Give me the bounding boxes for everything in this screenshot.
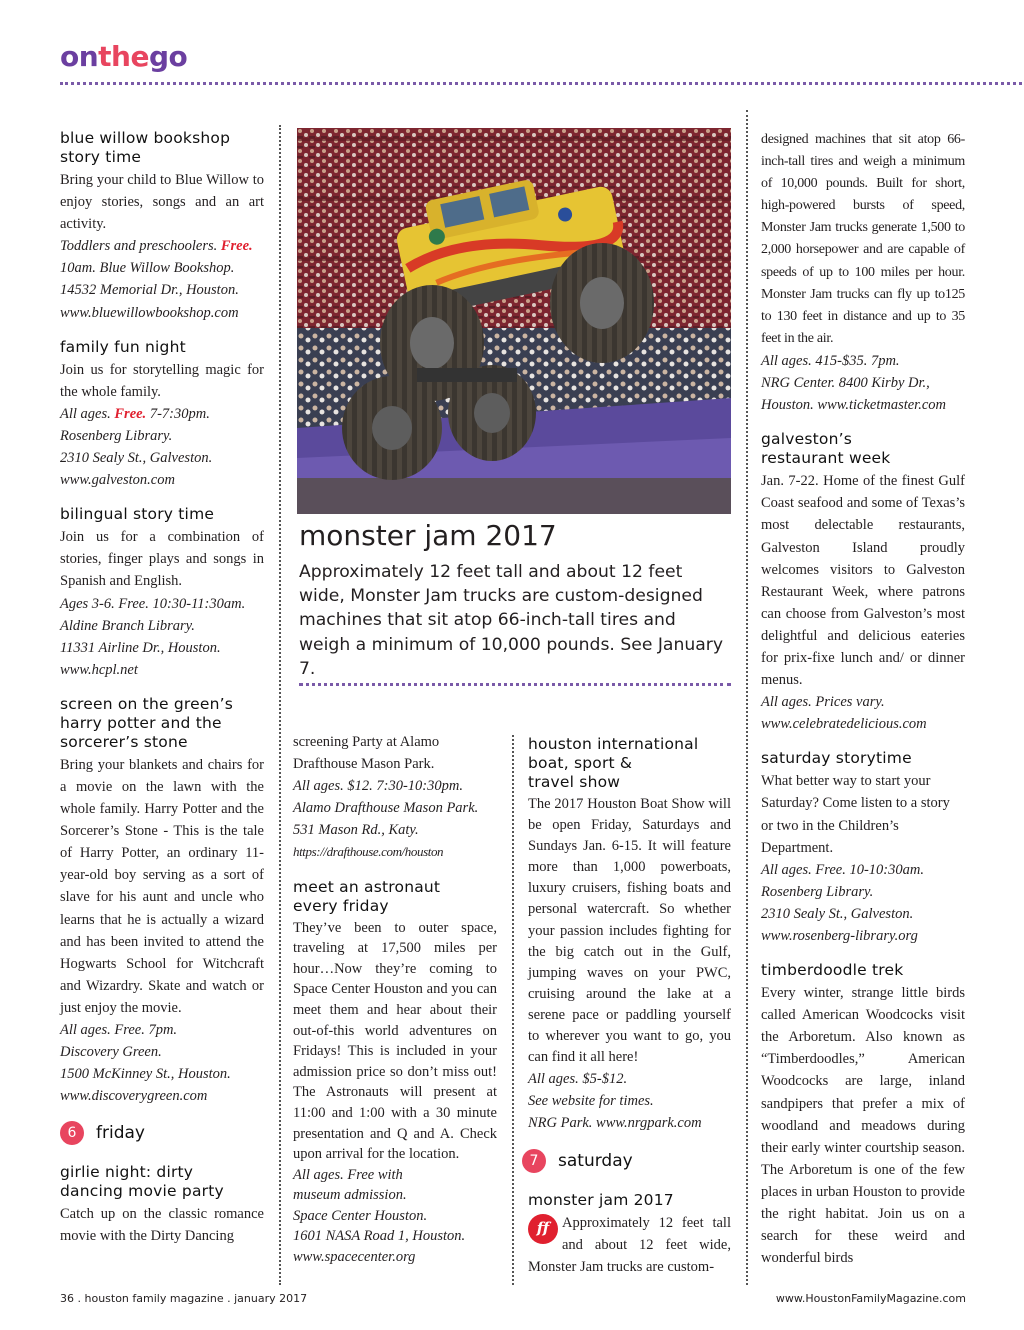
event-monster-jam-continued: designed machines that sit atop 66-inch-tall tires and weigh a minimum of 10,000 pounds. Built for short, high-powered bursts of speed, Monster Jam trucks generate 1,500 to 2,000 horsepower and are capable of speeds of up to 100 miles per hour. Monster Jam trucks can fly up to125 to 130 feet in distance and up to 35 feet in the air. All ages. 415-$35. 7pm. NRG Center. 8400 Kirby Dr., Houston. www.ticketmaster.com bbox=[761, 129, 965, 416]
event-info: All ages. $5-$12. bbox=[528, 1071, 628, 1088]
column-divider-1 bbox=[279, 125, 281, 1285]
event-link: www.bluewillowbookshop.com bbox=[60, 304, 239, 321]
event-girlie-night-continued: screening Party at Alamo Drafthouse Mason Park. All ages. $12. 7:30-10:30pm. Alamo Drafthouse Mason Park. 531 Mason Rd., Katy. https://drafthouse.com/houston bbox=[293, 731, 497, 864]
day-label: saturday bbox=[558, 1150, 633, 1171]
event-description: What better way to start your Saturday? Come listen to a story or two in the Children’s Department. bbox=[761, 773, 950, 856]
day-number-badge: 7 bbox=[522, 1149, 546, 1173]
page-footer-url: www.HoustonFamilyMagazine.com bbox=[775, 1292, 966, 1305]
event-saturday-storytime: saturday storytime What better way to start your Saturday? Come listen to a story or two in the Children’s Department. All ages. Free. 10-10:30am. Rosenberg Library. 2310 Sealy St., Galveston. www.rosenberg-library.org bbox=[761, 749, 965, 947]
column-divider-3 bbox=[746, 110, 748, 1285]
event-bilingual-story-time: bilingual story time Join us for a combination of stories, finger plays and songs in Spanish and English. Ages 3-6. Free. 10:30-11:30am. Aldine Branch Library. 11331 Airline Dr., Houston. www.hcpl.net bbox=[60, 505, 264, 681]
event-description: Jan. 7-22. Home of the finest Gulf Coast seafood and some of Texas’s most delectable restaurants, Galveston Island proudly welcomes visitors to Galveston Restaurant Week, where patrons can choose from Galveston’s most delightful and delicious eateries for prix-fixe lunch and/ or dinner menus. bbox=[761, 473, 965, 689]
event-monster-jam bbox=[528, 1191, 731, 1278]
feature-divider bbox=[299, 683, 731, 686]
event-title: blue willow bookshop story time bbox=[60, 129, 231, 166]
event-description: Catch up on the classic romance movie with the Dirty Dancing bbox=[60, 1206, 264, 1245]
event-title: saturday storytime bbox=[761, 749, 912, 768]
event-link: www.rosenberg-library.org bbox=[761, 928, 918, 944]
event-info: All ages. Free. 7pm. bbox=[60, 1022, 178, 1038]
event-info: All ages. Prices vary. bbox=[761, 694, 885, 711]
event-description: Join us for storytelling magic for the whole family. bbox=[60, 361, 264, 400]
monster-truck-photo bbox=[297, 128, 731, 514]
day-label: friday bbox=[96, 1123, 145, 1144]
event-galveston-restaurant-week bbox=[761, 430, 965, 735]
event-info: All ages. Free. 7-7:30pm. bbox=[60, 405, 210, 422]
event-description: ff Approximately 12 feet tall and about 12 feet wide, Monster Jam trucks are custom- bbox=[528, 1214, 731, 1275]
section-title bbox=[60, 40, 187, 73]
event-description: The 2017 Houston Boat Show will be open Friday, Saturdays and Sundays Jan. 6-15. It will feature more than 1,000 powerboats, luxury cruisers, fishing boats and personal watercraft. So whether your passion includes fighting for the big catch out in the Gulf, jumping waves on your PWC, cruising around the lake at a serene pace or paddling yourself to wherever you want to go, you can find it all here! bbox=[528, 796, 731, 1066]
event-description: Bring your child to Blue Willow to enjoy stories, songs and an art activity. bbox=[60, 172, 264, 233]
event-title: girlie night: dirty dancing movie party bbox=[60, 1163, 224, 1201]
event-link: https://drafthouse.com/houston bbox=[293, 844, 444, 860]
masthead-on: on bbox=[60, 40, 99, 73]
day-header-friday bbox=[60, 1121, 264, 1145]
event-screen-on-the-green: screen on the green’s harry potter and the sorcerer’s stone Bring your blankets and chairs for a movie on the lawn with the whole family. Harry Potter and the Sorcerer’s Stone - This is the tale of Harry Potter, an ordinary 11-year-old boy serving as a sort of slave for his aunt and uncle who learns that he is actually a wizard and has been invited to attend the Hogwarts School for Witchcraft and Wizardry. Skate and watch or just enjoy the movie. All ages. Free. 7pm. Discovery Green. 1500 McKinney St., Houston. www.discoverygreen.com bbox=[60, 695, 264, 1108]
event-boat-show: houston international boat, sport & travel show The 2017 Houston Boat Show will be open Friday, Saturdays and Sundays Jan. 6-15. It will feature more than 1,000 powerboats, luxury cruisers, fishing boats and personal watercraft. So whether your passion includes fighting for the big catch out in the Gulf, jumping waves on your PWC, cruising around the lake at a serene pace or paddling yourself to wherever you want to go, you can find it all here! All ages. $5-$12. See website for times. NRG Park. www.nrgpark.com bbox=[528, 735, 731, 1132]
event-info: Toddlers and preschoolers. Free. bbox=[60, 238, 253, 255]
event-description: screening Party at Alamo Drafthouse Mason Park. bbox=[293, 734, 440, 773]
masthead-the: the bbox=[98, 40, 149, 73]
event-title: galveston’s restaurant week bbox=[761, 430, 891, 468]
column-1 bbox=[60, 129, 264, 1262]
event-link: www.spacecenter.org bbox=[293, 1249, 416, 1266]
feature-caption: Approximately 12 feet tall and about 12 feet wide, Monster Jam trucks are custom-designed machines that sit atop 66-inch-tall tires and weigh a minimum of 10,000 pounds. See January 7. bbox=[299, 562, 724, 679]
column-4 bbox=[761, 129, 965, 1283]
page-footer-left: 36 . houston family magazine . january 2017 bbox=[60, 1292, 308, 1305]
header-divider bbox=[60, 82, 1022, 85]
event-family-fun-night: family fun night Join us for storytelling magic for the whole family. All ages. Free. 7-7:30pm. Rosenberg Library. 2310 Sealy St., Galveston. www.galveston.com bbox=[60, 338, 264, 492]
magazine-logo-icon: ff bbox=[528, 1214, 558, 1244]
day-header-saturday bbox=[522, 1149, 731, 1173]
event-description: They’ve been to outer space, traveling at 17,500 miles per hour…Now they’re coming to Space Center Houston and you can meet them and hear about their out-of-this world adventures on Fridays! This is included in your admission price so don’t miss out! The Astronauts will present at 11:00 and 1:00 with a 30 minute presentation and Q and A. Check upon arrival for the location. bbox=[293, 919, 497, 1163]
event-title: bilingual story time bbox=[60, 505, 215, 524]
event-info: All ages. Free. 10-10:30am. bbox=[761, 861, 924, 878]
event-title: family fun night bbox=[60, 337, 186, 356]
event-info: All ages. $12. 7:30-10:30pm. bbox=[293, 778, 463, 795]
event-description: Join us for a combination of stories, finger plays and songs in Spanish and English. bbox=[60, 529, 264, 590]
event-description: Every winter, strange little birds called American Woodcocks visit the Arboretum. Also known as “Timberdoodles,” American Woodcocks are large, inland sandpipers that prefer a mix of woodland and meadows during their early winter courtship season. The Arboretum is one of the few places in urban Houston to provide the right habitat. Join us on a search for these weird and wonderful birds bbox=[761, 985, 965, 1267]
event-blue-willow: blue willow bookshop story time Bring your child to Blue Willow to enjoy stories, songs and an art activity. Toddlers and preschoolers. Free. 10am. Blue Willow Bookshop. 14532 Memorial Dr., Houston. www.bluewillowbookshop.com bbox=[60, 129, 264, 324]
event-title: meet an astronaut every friday bbox=[293, 877, 441, 915]
event-link: www.celebratedelicious.com bbox=[761, 716, 927, 733]
day-number-badge: 6 bbox=[60, 1121, 84, 1145]
column-divider-2 bbox=[512, 735, 514, 1285]
column-3 bbox=[528, 735, 731, 1292]
event-description: designed machines that sit atop 66-inch-tall tires and weigh a minimum of 10,000 pounds. Built for short, high-powered bursts of speed, Monster Jam trucks generate 1,500 to 2,000 horsepower and are capable of speeds of up to 100 miles per hour. Monster Jam trucks can fly up to125 to 130 feet in distance and up to 35 feet in the air. bbox=[761, 132, 965, 346]
event-description: Bring your blankets and chairs for a movie on the lawn with the whole family. Harry Potter and the Sorcerer’s Stone - This is the tale of Harry Potter, an ordinary 11-year-old boy serving as a sort of slave for his aunt and uncle who learns that he is actually a wizard and has been invited to attend the Hogwarts School for Witchcraft and Wizardry. Skate and watch or just enjoy the movie. bbox=[60, 756, 264, 1016]
event-title: timberdoodle trek bbox=[761, 961, 904, 980]
event-title: houston international boat, sport & travel show bbox=[528, 735, 699, 791]
masthead-go: go bbox=[148, 40, 188, 73]
event-timberdoodle-trek bbox=[761, 961, 965, 1269]
event-info: All ages. 415-$35. 7pm. bbox=[761, 352, 900, 369]
event-title: monster jam 2017 bbox=[528, 1190, 674, 1209]
feature-title: monster jam 2017 bbox=[299, 519, 557, 552]
event-info: All ages. Free with bbox=[293, 1166, 403, 1183]
event-info: Ages 3-6. Free. 10:30-11:30am. bbox=[60, 595, 246, 612]
event-link: www.hcpl.net bbox=[60, 661, 138, 678]
event-link: www.galveston.com bbox=[60, 472, 175, 489]
event-girlie-night bbox=[60, 1163, 264, 1247]
event-meet-an-astronaut: meet an astronaut every friday They’ve been to outer space, traveling at 17,500 miles per hour…Now they’re coming to Space Center Houston and you can meet them and hear about their out-of-this world adventures on Fridays! This is included in your admission price so don’t miss out! The Astronauts will present at 11:00 and 1:00 with a 30 minute presentation and Q and A. Check upon arrival for the location. All ages. Free with museum admission. Space Center Houston. 1601 NASA Road 1, Houston. www.spacecenter.org bbox=[293, 878, 497, 1268]
event-title: screen on the green’s harry potter and the sorcerer’s stone bbox=[60, 694, 234, 751]
column-2 bbox=[293, 731, 497, 1282]
event-link: www.discoverygreen.com bbox=[60, 1088, 208, 1105]
